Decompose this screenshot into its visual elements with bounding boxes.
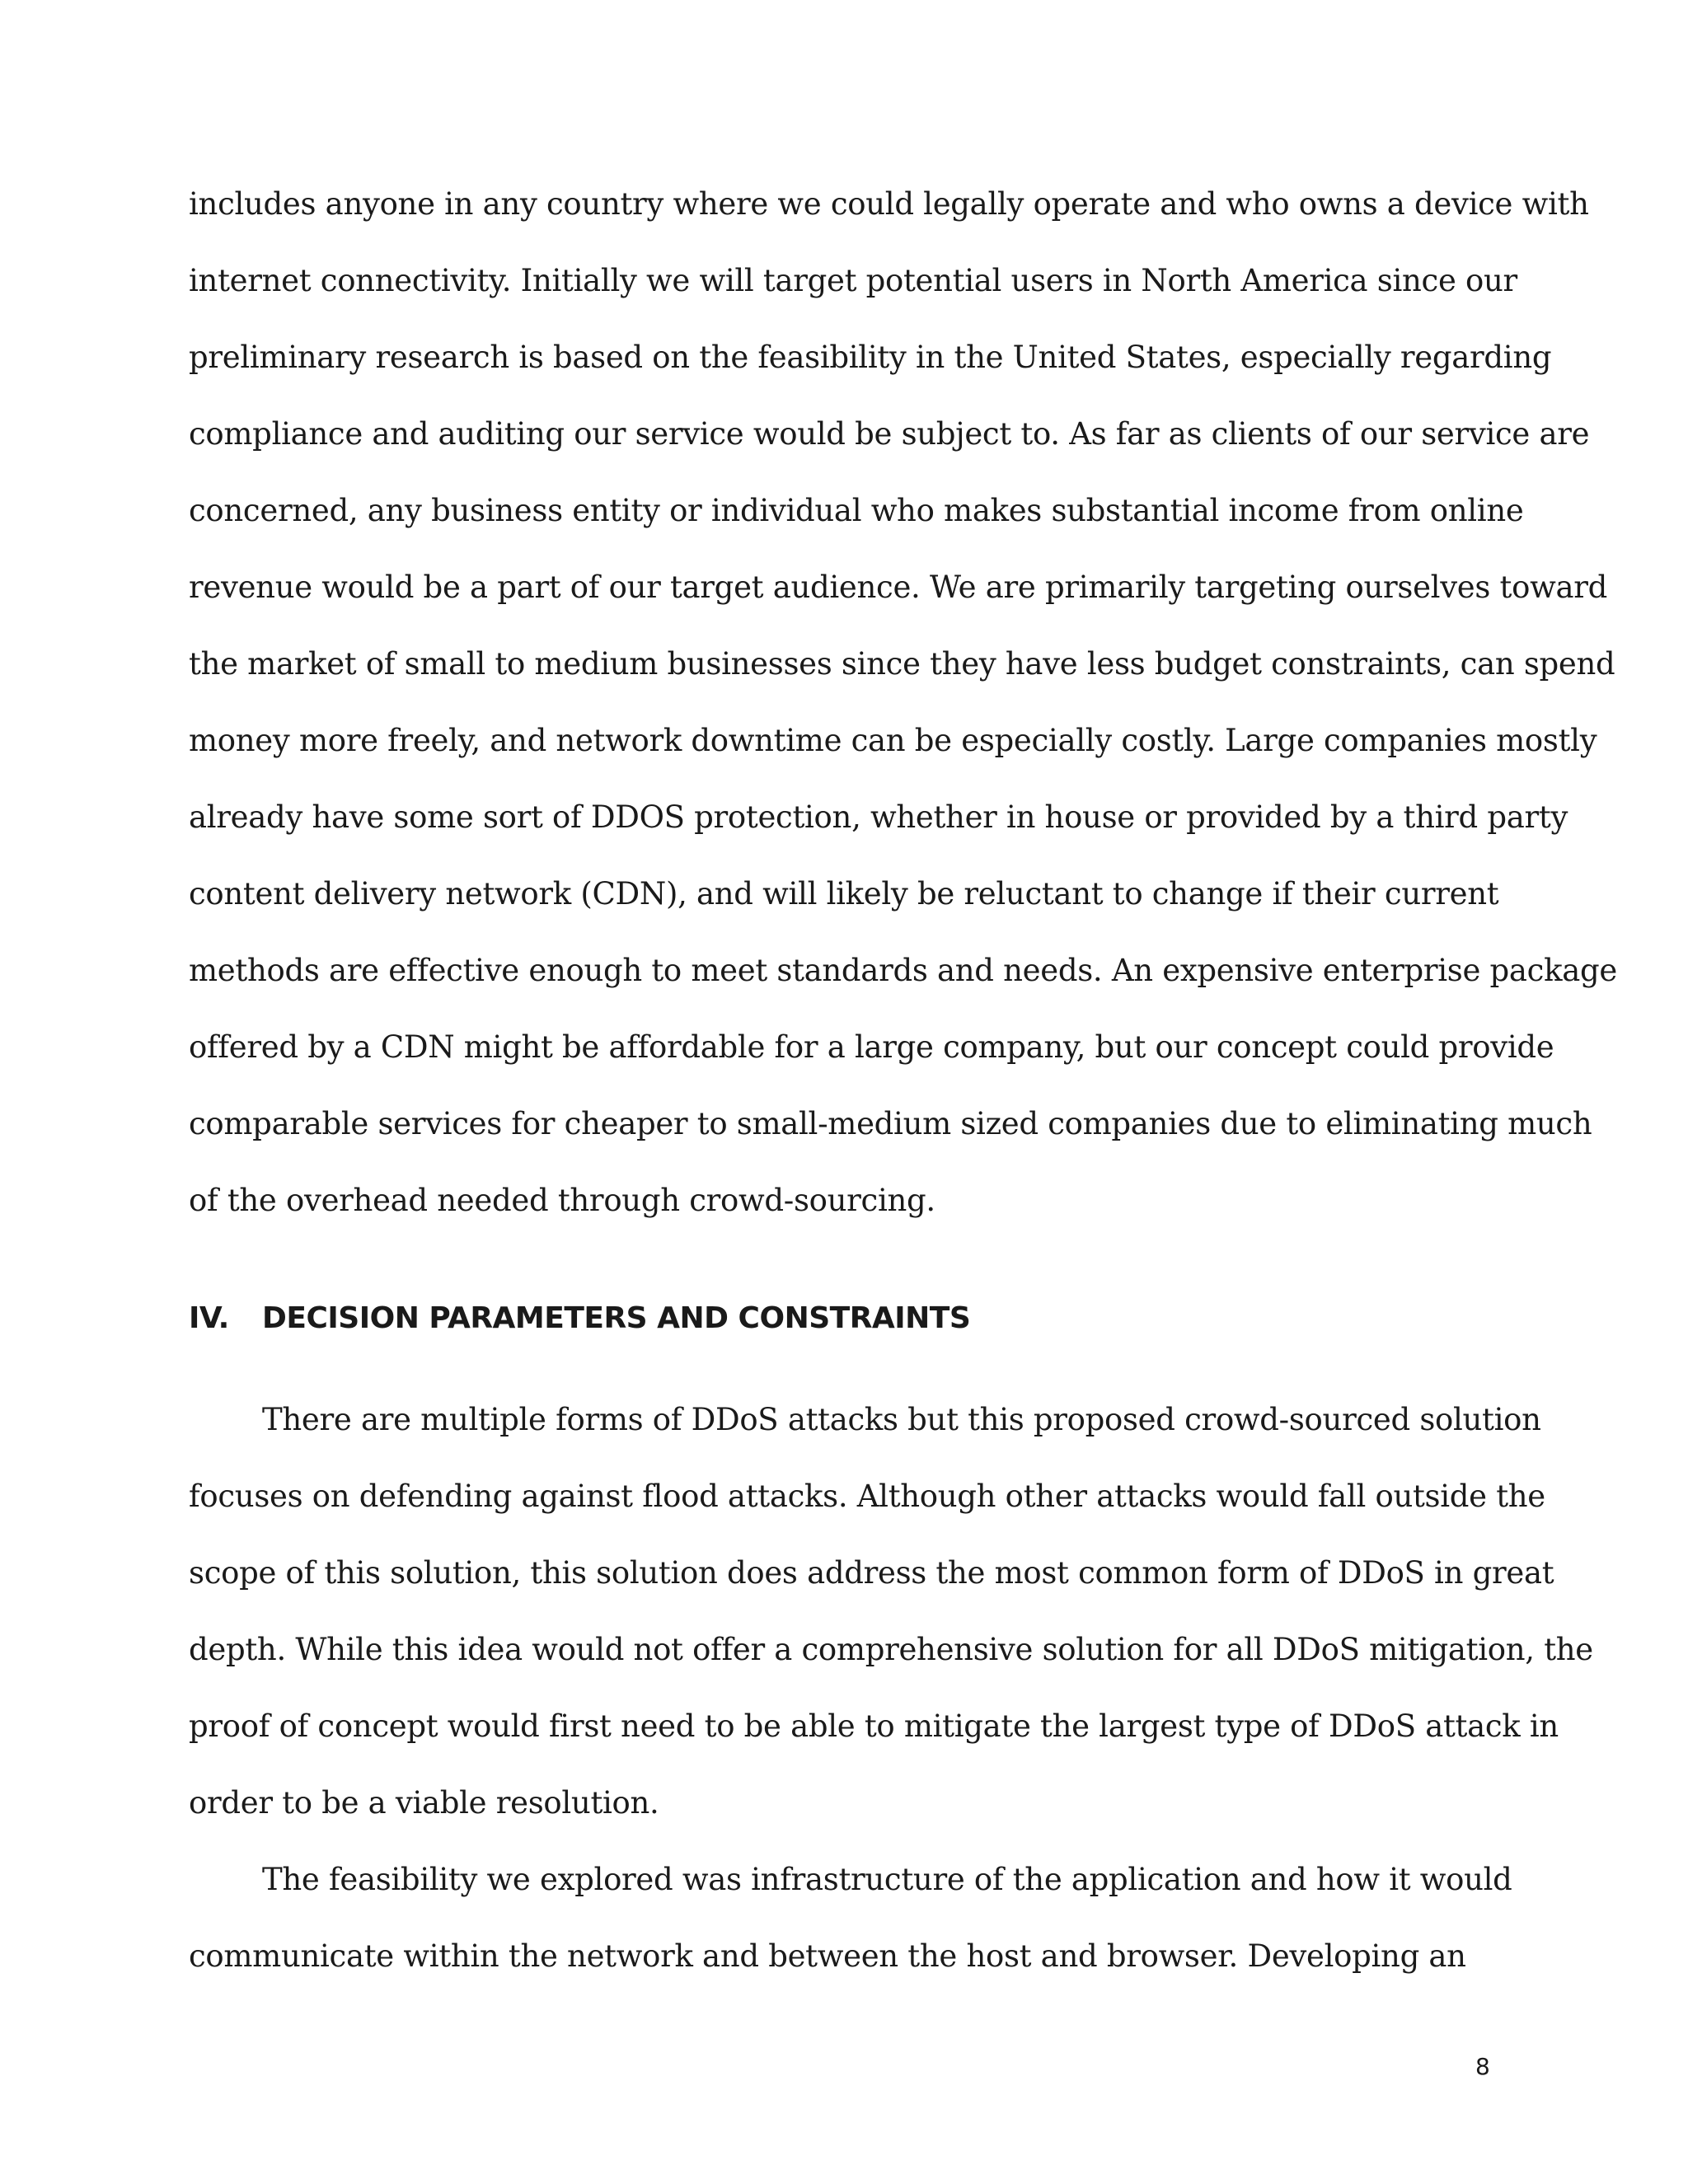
text-line: concerned, any business entity or individual who makes substantial income from online — [189, 493, 1524, 528]
text-line: communicate within the network and between the host and browser. Developing an — [189, 1938, 1466, 1974]
text-line: revenue would be a part of our target audience. We are primarily targeting ourselves toward — [189, 569, 1607, 605]
text-line: compliance and auditing our service would be subject to. As far as clients of our service are — [189, 416, 1590, 452]
text-line: offered by a CDN might be affordable for a large company, but our concept could provide — [189, 1029, 1554, 1065]
section-title: DECISION PARAMETERS AND CONSTRAINTS — [262, 1301, 971, 1335]
text-line: of the overhead needed through crowd-sourcing. — [189, 1183, 935, 1218]
text-line: scope of this solution, this solution does address the most common form of DDoS in great — [189, 1555, 1554, 1591]
text-line: order to be a viable resolution. — [189, 1785, 659, 1821]
text-line: internet connectivity. Initially we will target potential users in North America since our — [189, 263, 1517, 298]
text-line: content delivery network (CDN), and will likely be reluctant to change if their current — [189, 876, 1499, 912]
text-line: There are multiple forms of DDoS attacks but this proposed crowd-sourced solution — [262, 1402, 1541, 1437]
page-number: 8 — [1475, 2053, 1490, 2080]
text-line: money more freely, and network downtime can be especially costly. Large companies mostly — [189, 723, 1597, 758]
text-line: focuses on defending against flood attacks. Although other attacks would fall outside the — [189, 1479, 1545, 1514]
text-line: methods are effective enough to meet standards and needs. An expensive enterprise package — [189, 953, 1617, 988]
text-line: comparable services for cheaper to small-medium sized companies due to eliminating much — [189, 1106, 1592, 1141]
text-line: includes anyone in any country where we could legally operate and who owns a device with — [189, 186, 1589, 222]
text-line: depth. While this idea would not offer a comprehensive solution for all DDoS mitigation, the — [189, 1632, 1593, 1667]
section-number: IV. — [189, 1301, 229, 1335]
text-line: proof of concept would first need to be able to mitigate the largest type of DDoS attack in — [189, 1708, 1559, 1744]
text-line: the market of small to medium businesses since they have less budget constraints, can spend — [189, 646, 1615, 682]
text-line: The feasibility we explored was infrastructure of the application and how it would — [262, 1862, 1512, 1897]
section-heading — [189, 1298, 970, 1339]
text-line: preliminary research is based on the feasibility in the United States, especially regarding — [189, 340, 1552, 375]
text-line: already have some sort of DDOS protection, whether in house or provided by a third party — [189, 799, 1568, 835]
